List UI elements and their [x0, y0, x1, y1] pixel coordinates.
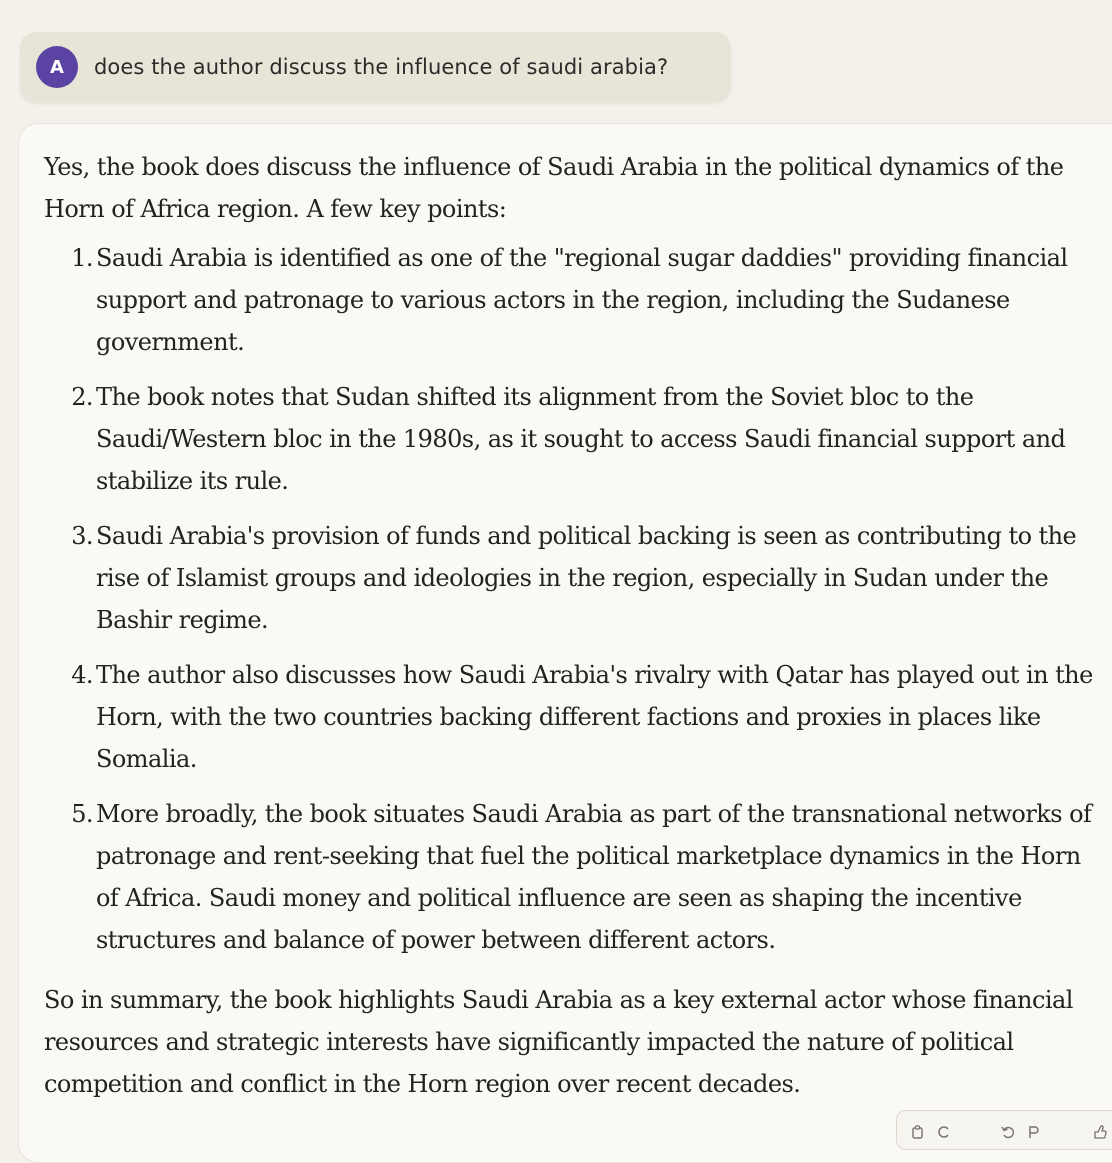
response-content — [44, 146, 1094, 1105]
list-item — [44, 237, 1094, 363]
summary-line: competition and conflict in the Horn region over recent decades. — [44, 1070, 801, 1098]
point-line: of Africa. Saudi money and political influence are seen as shaping the incentive — [96, 884, 1022, 912]
list-number: 1. — [71, 244, 93, 272]
user-avatar: A — [36, 46, 78, 88]
key-points-list — [44, 237, 1094, 961]
point-line: Saudi Arabia's provision of funds and political backing is seen as contributing to the — [96, 522, 1077, 550]
thumbs-up-icon[interactable] — [1093, 1125, 1107, 1139]
point-line: The book notes that Sudan shifted its alignment from the Soviet bloc to the — [96, 383, 974, 411]
point-line: rise of Islamist groups and ideologies in the region, especially in Sudan under the — [96, 564, 1049, 592]
intro-line: Yes, the book does discuss the influence of Saudi Arabia in the political dynamics of the — [44, 153, 1064, 181]
message-toolbar — [896, 1110, 1112, 1150]
list-number: 2. — [71, 383, 93, 411]
copy-icon[interactable] — [911, 1125, 925, 1139]
retry-label-icon[interactable] — [1027, 1125, 1041, 1139]
point-line: Saudi Arabia is identified as one of the "regional sugar daddies" providing financial — [96, 244, 1068, 272]
user-message-text: does the author discuss the influence of saudi arabia? — [94, 55, 669, 79]
point-line: More broadly, the book situates Saudi Arabia as part of the transnational networks of — [96, 800, 1092, 828]
point-line: The author also discusses how Saudi Arabia's rivalry with Qatar has played out in the — [96, 661, 1093, 689]
list-item — [44, 654, 1094, 780]
list-item — [44, 793, 1094, 961]
point-line: government. — [96, 328, 245, 356]
point-line: Saudi/Western bloc in the 1980s, as it sought to access Saudi financial support and — [96, 425, 1066, 453]
point-line: Somalia. — [96, 745, 197, 773]
list-item — [44, 515, 1094, 641]
assistant-response — [18, 123, 1112, 1163]
point-line: stabilize its rule. — [96, 467, 289, 495]
point-line: structures and balance of power between different actors. — [96, 926, 776, 954]
summary-line: So in summary, the book highlights Saudi Arabia as a key external actor whose financial — [44, 986, 1073, 1014]
list-number: 3. — [71, 522, 93, 550]
point-line: Bashir regime. — [96, 606, 269, 634]
copy-label-icon[interactable] — [937, 1125, 951, 1139]
point-line: patronage and rent-seeking that fuel the political marketplace dynamics in the Horn — [96, 842, 1081, 870]
list-number: 4. — [71, 661, 93, 689]
user-message — [20, 32, 731, 102]
intro-line: Horn of Africa region. A few key points: — [44, 195, 507, 223]
retry-icon[interactable] — [1001, 1125, 1015, 1139]
summary-line: resources and strategic interests have significantly impacted the nature of political — [44, 1028, 1014, 1056]
list-number: 5. — [71, 800, 93, 828]
point-line: Horn, with the two countries backing different factions and proxies in places like — [96, 703, 1041, 731]
list-item — [44, 376, 1094, 502]
point-line: support and patronage to various actors in the region, including the Sudanese — [96, 286, 1010, 314]
